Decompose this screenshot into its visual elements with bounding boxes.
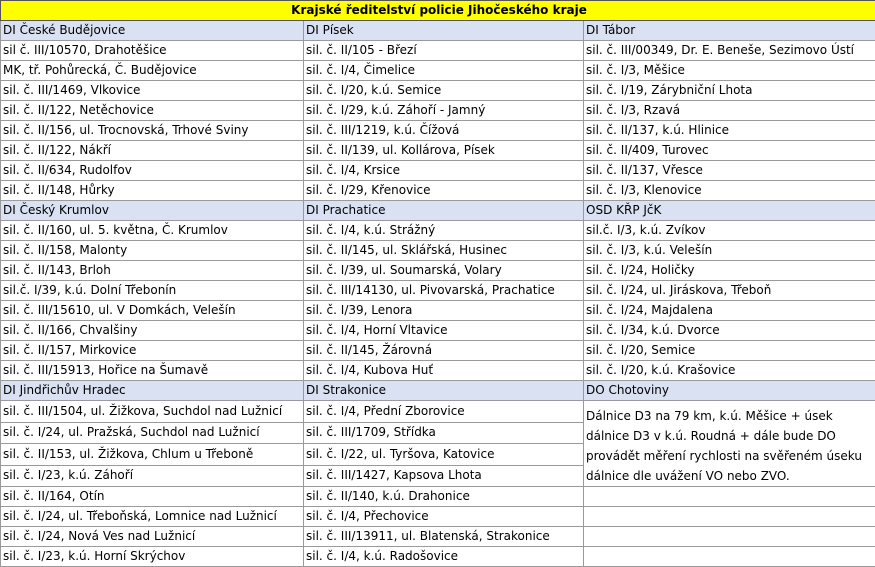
- location-cell: sil. č. II/122, Nákří: [1, 141, 304, 161]
- district-header: DI Český Krumlov: [1, 201, 304, 221]
- table-row: [1, 547, 875, 567]
- chotoviny-note: Dálnice D3 na 79 km, k.ú. Měšice + úsek dálnice D3 v k.ú. Roudná + dále bude DO provádět měření rychlosti na svěřeném úseku dálnice dle uvážení VO nebo ZVO.: [584, 401, 875, 487]
- location-cell: sil. č. II/139, ul. Kollárova, Písek: [304, 141, 584, 161]
- location-cell: sil. č. II/140, k.ú. Drahonice: [304, 487, 584, 507]
- table-row: [1, 321, 875, 341]
- location-cell: sil. č. I/20, k.ú. Krašovice: [584, 361, 875, 381]
- location-cell: sil. č. III/15610, ul. V Domkách, Velešín: [1, 301, 304, 321]
- location-cell: sil. č. I/39, Lenora: [304, 301, 584, 321]
- location-cell: sil. č. I/3, Rzavá: [584, 101, 875, 121]
- section-header-row: [1, 201, 875, 221]
- location-cell: sil. č. III/1709, Střídka: [304, 422, 584, 444]
- location-cell: sil. č. I/19, Zárybniční Lhota: [584, 81, 875, 101]
- location-cell: sil. č. I/4, Krsice: [304, 161, 584, 181]
- location-cell: sil.č. I/3, k.ú. Zvíkov: [584, 221, 875, 241]
- title-row: [1, 1, 875, 21]
- location-cell: sil. č. I/20, Semice: [584, 341, 875, 361]
- district-header: DO Chotoviny: [584, 381, 875, 401]
- table-row: [1, 41, 875, 61]
- district-header: DI České Budějovice: [1, 21, 304, 41]
- table-row: [1, 301, 875, 321]
- district-header: DI Prachatice: [304, 201, 584, 221]
- location-cell: sil. č. II/156, ul. Trocnovská, Trhové Sviny: [1, 121, 304, 141]
- location-cell: sil. č. III/1427, Kapsova Lhota: [304, 465, 584, 487]
- location-cell: sil. č. II/153, ul. Žižkova, Chlum u Třeboně: [1, 444, 304, 466]
- empty-cell: [584, 487, 875, 507]
- table-row: [1, 181, 875, 201]
- location-cell: sil. č. II/137, k.ú. Hlinice: [584, 121, 875, 141]
- location-cell: sil. č. I/34, k.ú. Dvorce: [584, 321, 875, 341]
- table-row: [1, 81, 875, 101]
- location-cell: sil. č. III/1219, k.ú. Čížová: [304, 121, 584, 141]
- table-row: [1, 487, 875, 507]
- location-cell: sil. č. II/105 - Březí: [304, 41, 584, 61]
- location-cell: sil. č. I/3, Klenovice: [584, 181, 875, 201]
- section-header-row: [1, 381, 875, 401]
- table-row: [1, 61, 875, 81]
- location-cell: sil. č. I/4, k.ú. Radošovice: [304, 547, 584, 567]
- table-row: [1, 361, 875, 381]
- location-cell: sil.č. I/39, k.ú. Dolní Třebonín: [1, 281, 304, 301]
- location-cell: sil. č. III/14130, ul. Pivovarská, Prachatice: [304, 281, 584, 301]
- location-cell: sil. č. II/137, Vřesce: [584, 161, 875, 181]
- location-cell: sil. č. II/164, Otín: [1, 487, 304, 507]
- table-row: [1, 281, 875, 301]
- district-header: DI Jindřichův Hradec: [1, 381, 304, 401]
- location-cell: sil. č. III/13911, ul. Blatenská, Strakonice: [304, 527, 584, 547]
- location-cell: sil. č. III/15913, Hořice na Šumavě: [1, 361, 304, 381]
- location-cell: sil. č. II/145, ul. Sklářská, Husinec: [304, 241, 584, 261]
- table-row: [1, 141, 875, 161]
- location-cell: sil. č. I/24, Holičky: [584, 261, 875, 281]
- table-title: Krajské ředitelství policie Jihočeského kraje: [1, 1, 875, 21]
- location-cell: sil. č. I/23, k.ú. Záhoří: [1, 465, 304, 487]
- location-cell: sil. č. I/29, k.ú. Záhoří - Jamný: [304, 101, 584, 121]
- district-header: OSD KŘP JčK: [584, 201, 875, 221]
- location-cell: sil. č. I/24, Nová Ves nad Lužnicí: [1, 527, 304, 547]
- location-cell: sil. č. I/3, Měšice: [584, 61, 875, 81]
- location-cell: sil. č. I/29, Křenovice: [304, 181, 584, 201]
- district-header: DI Tábor: [584, 21, 875, 41]
- location-cell: sil. č. I/22, ul. Tyršova, Katovice: [304, 444, 584, 466]
- table-row: [1, 507, 875, 527]
- location-cell: MK, tř. Pohůrecká, Č. Budějovice: [1, 61, 304, 81]
- location-cell: sil. č. I/24, ul. Třeboňská, Lomnice nad Lužnicí: [1, 507, 304, 527]
- table-row: [1, 261, 875, 281]
- table-row: [1, 341, 875, 361]
- location-cell: sil. č. I/4, Přechovice: [304, 507, 584, 527]
- location-cell: sil. č. I/4, k.ú. Strážný: [304, 221, 584, 241]
- location-cell: sil. č. II/145, Žárovná: [304, 341, 584, 361]
- location-cell: sil. č. I/20, k.ú. Semice: [304, 81, 584, 101]
- empty-cell: [584, 527, 875, 547]
- table-row: [1, 121, 875, 141]
- location-cell: sil. č. I/24, ul. Jiráskova, Třeboň: [584, 281, 875, 301]
- location-cell: sil č. III/10570, Drahotěšice: [1, 41, 304, 61]
- table-row: [1, 527, 875, 547]
- location-cell: sil. č. II/148, Hůrky: [1, 181, 304, 201]
- location-cell: sil. č. II/158, Malonty: [1, 241, 304, 261]
- location-cell: sil. č. I/24, ul. Pražská, Suchdol nad Lužnicí: [1, 422, 304, 444]
- location-cell: sil. č. III/1469, Vlkovice: [1, 81, 304, 101]
- location-cell: sil. č. III/00349, Dr. E. Beneše, Sezimovo Ústí: [584, 41, 875, 61]
- table-row: [1, 221, 875, 241]
- location-cell: sil. č. III/1504, ul. Žižkova, Suchdol nad Lužnicí: [1, 401, 304, 423]
- location-cell: sil. č. I/4, Čimelice: [304, 61, 584, 81]
- location-cell: sil. č. I/3, k.ú. Velešín: [584, 241, 875, 261]
- location-cell: sil. č. II/166, Chvalšiny: [1, 321, 304, 341]
- location-cell: sil. č. II/634, Rudolfov: [1, 161, 304, 181]
- table-row: [1, 241, 875, 261]
- table-row: [1, 401, 875, 423]
- location-cell: sil. č. II/122, Netěchovice: [1, 101, 304, 121]
- location-cell: sil. č. II/160, ul. 5. května, Č. Krumlov: [1, 221, 304, 241]
- location-cell: sil. č. I/39, ul. Soumarská, Volary: [304, 261, 584, 281]
- empty-cell: [584, 547, 875, 567]
- district-header: DI Písek: [304, 21, 584, 41]
- empty-cell: [584, 507, 875, 527]
- location-cell: sil. č. II/409, Turovec: [584, 141, 875, 161]
- location-cell: sil. č. I/4, Přední Zborovice: [304, 401, 584, 423]
- location-cell: sil. č. I/23, k.ú. Horní Skrýchov: [1, 547, 304, 567]
- table-row: [1, 161, 875, 181]
- table-row: [1, 101, 875, 121]
- district-header: DI Strakonice: [304, 381, 584, 401]
- location-cell: sil. č. I/24, Majdalena: [584, 301, 875, 321]
- section-header-row: [1, 21, 875, 41]
- location-cell: sil. č. I/4, Kubova Huť: [304, 361, 584, 381]
- location-cell: sil. č. II/157, Mirkovice: [1, 341, 304, 361]
- location-cell: sil. č. I/4, Horní Vltavice: [304, 321, 584, 341]
- location-cell: sil. č. II/143, Brloh: [1, 261, 304, 281]
